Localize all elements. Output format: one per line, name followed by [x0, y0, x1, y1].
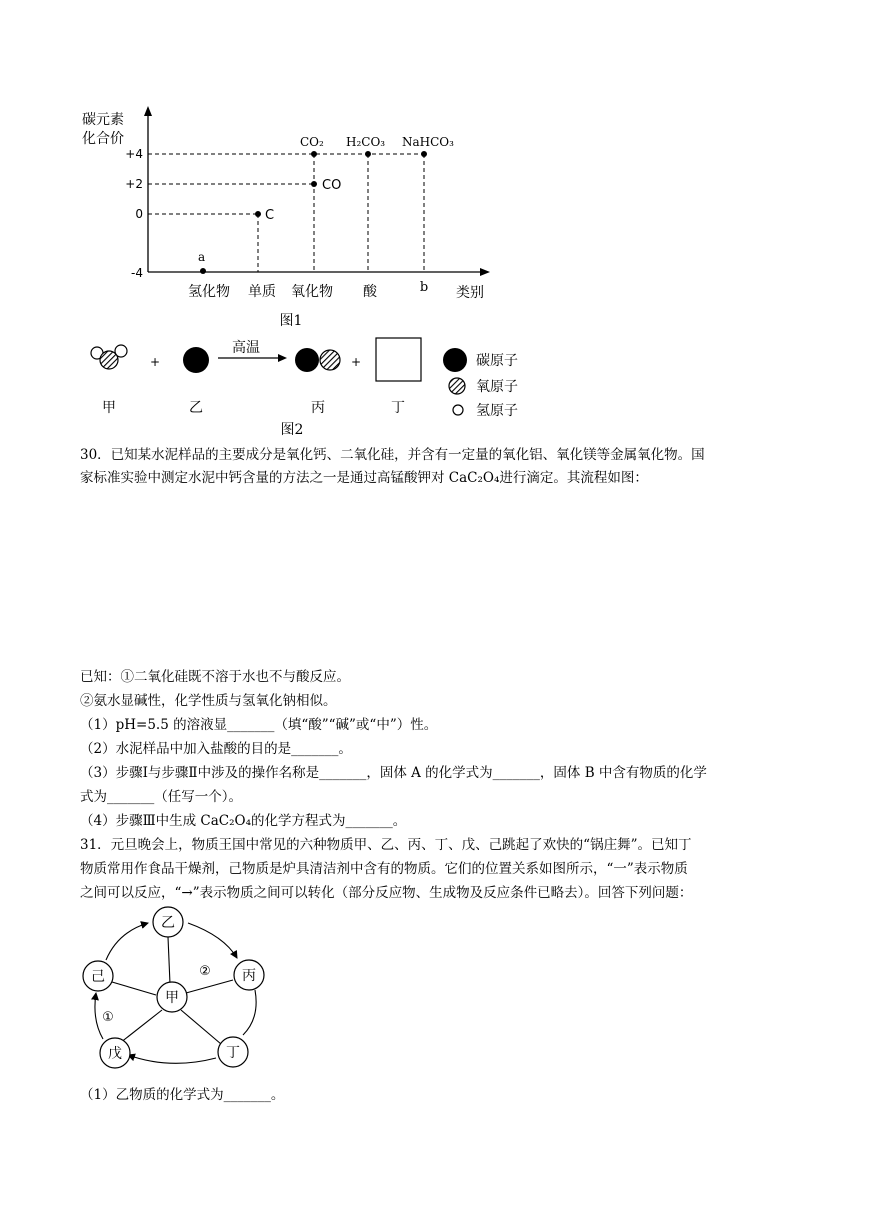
node-wu: 戊: [108, 1046, 122, 1062]
legend-oxygen: 氧原子: [476, 379, 518, 395]
label-jia: 甲: [102, 400, 116, 416]
y-tick-minus4: -4: [131, 266, 143, 280]
x-cat-oxide: 氧化物: [291, 284, 333, 300]
label-ding: 丁: [391, 400, 405, 416]
q30-sub4: （4）步骤Ⅲ中生成 CaC₂O₄的化学方程式为_______。: [80, 813, 407, 829]
point-a: [200, 268, 206, 274]
y-tick-plus4: +4: [125, 147, 143, 161]
label-yi: 乙: [189, 400, 203, 416]
q30-line2: 家标准实验中测定水泥中钙含量的方法之一是通过高锰酸钾对 CaC₂O₄进行滴定。其流程如图：: [80, 470, 648, 486]
legend-carbon: 碳原子: [476, 353, 518, 369]
legend-carbon-icon: [443, 348, 467, 372]
molecule-bing: [295, 348, 340, 372]
mark-2: ②: [199, 964, 211, 979]
label-a: a: [198, 250, 206, 264]
plus-sign-2: +: [350, 355, 362, 369]
node-yi: 乙: [161, 915, 175, 931]
label-bing: 丙: [311, 400, 325, 416]
q31-sub1: （1）乙物质的化学式为_______。: [80, 1087, 285, 1103]
q30-known2: ②氨水显碱性，化学性质与氢氧化钠相似。: [80, 693, 337, 709]
q31-diagram: [0, 900, 869, 1080]
node-ji: 己: [91, 969, 105, 985]
q31-line2: 物质常用作食品干燥剂，己物质是炉具清洁剂中含有的物质。它们的位置关系如图所示，“一”表示物质: [80, 861, 688, 877]
reaction-condition: 高温: [232, 340, 260, 356]
y-axis-label-line2: 化合价: [82, 131, 124, 147]
molecule-yi: [183, 347, 209, 373]
label-co2: CO₂: [300, 135, 324, 149]
x-cat-acid: 酸: [363, 284, 377, 300]
y-axis-label-line1: 碳元素: [82, 112, 124, 128]
q30-known1: 已知：①二氧化硅既不溶于水也不与酸反应。: [80, 669, 350, 685]
q30-sub3b: 式为_______（任写一个）。: [80, 789, 242, 805]
q31-line3: 之间可以反应，“→”表示物质之间可以转化（部分反应物、生成物及反应条件已略去）。回答下列问题：: [80, 885, 693, 901]
legend-oxygen-icon: [449, 378, 465, 394]
label-nahco3: NaHCO₃: [402, 135, 454, 149]
label-c: C: [265, 208, 275, 223]
point-c: [255, 211, 261, 217]
q30-sub1: （1）pH=5.5 的溶液显_______（填“酸”“碱”或“中”）性。: [80, 717, 438, 733]
y-tick-0: 0: [135, 207, 143, 221]
molecule-ding-box: [376, 338, 421, 381]
mark-1: ①: [102, 1010, 114, 1025]
q30-sub2: （2）水泥样品中加入盐酸的目的是_______。: [80, 741, 352, 757]
node-bing: 丙: [242, 968, 256, 984]
point-h2co3: [365, 151, 371, 157]
node-ding: 丁: [226, 1045, 240, 1061]
x-cat-b: b: [419, 280, 429, 295]
x-cat-element: 单质: [248, 284, 276, 300]
legend-hydrogen-icon: [453, 405, 463, 415]
figure1-chart: [0, 0, 869, 440]
q30-sub3a: （3）步骤Ⅰ与步骤Ⅱ中涉及的操作名称是_______，固体 A 的化学式为_______，固体 B 中含有物质的化学: [80, 765, 707, 781]
x-axis-label: 类别: [456, 285, 484, 301]
molecule-jia: [91, 345, 127, 369]
label-co: CO: [322, 178, 342, 193]
guide-lines: [148, 154, 424, 272]
y-axis-arrow: [144, 106, 152, 116]
node-jia: 甲: [165, 990, 179, 1006]
plus-sign-1: +: [149, 355, 161, 369]
point-nahco3: [421, 151, 427, 157]
legend-hydrogen: 氢原子: [476, 403, 518, 419]
reaction-arrowhead: [278, 354, 287, 362]
q31-line1: 31．元旦晚会上，物质王国中常见的六种物质甲、乙、丙、丁、戊、己跳起了欢快的“锅庄舞”。已知丁: [80, 837, 692, 853]
figure2-caption: 图2: [280, 422, 304, 438]
x-cat-hydride: 氢化物: [188, 284, 230, 300]
q30-line1: 30．已知某水泥样品的主要成分是氧化钙、二氧化硅，并含有一定量的氧化铝、氧化镁等金属氧化物。国: [80, 447, 705, 463]
x-axis-arrow: [480, 268, 490, 276]
point-co: [311, 181, 317, 187]
point-co2: [311, 151, 317, 157]
y-tick-plus2: +2: [125, 177, 143, 191]
label-h2co3: H₂CO₃: [346, 135, 386, 149]
figure1-caption: 图1: [279, 313, 303, 329]
